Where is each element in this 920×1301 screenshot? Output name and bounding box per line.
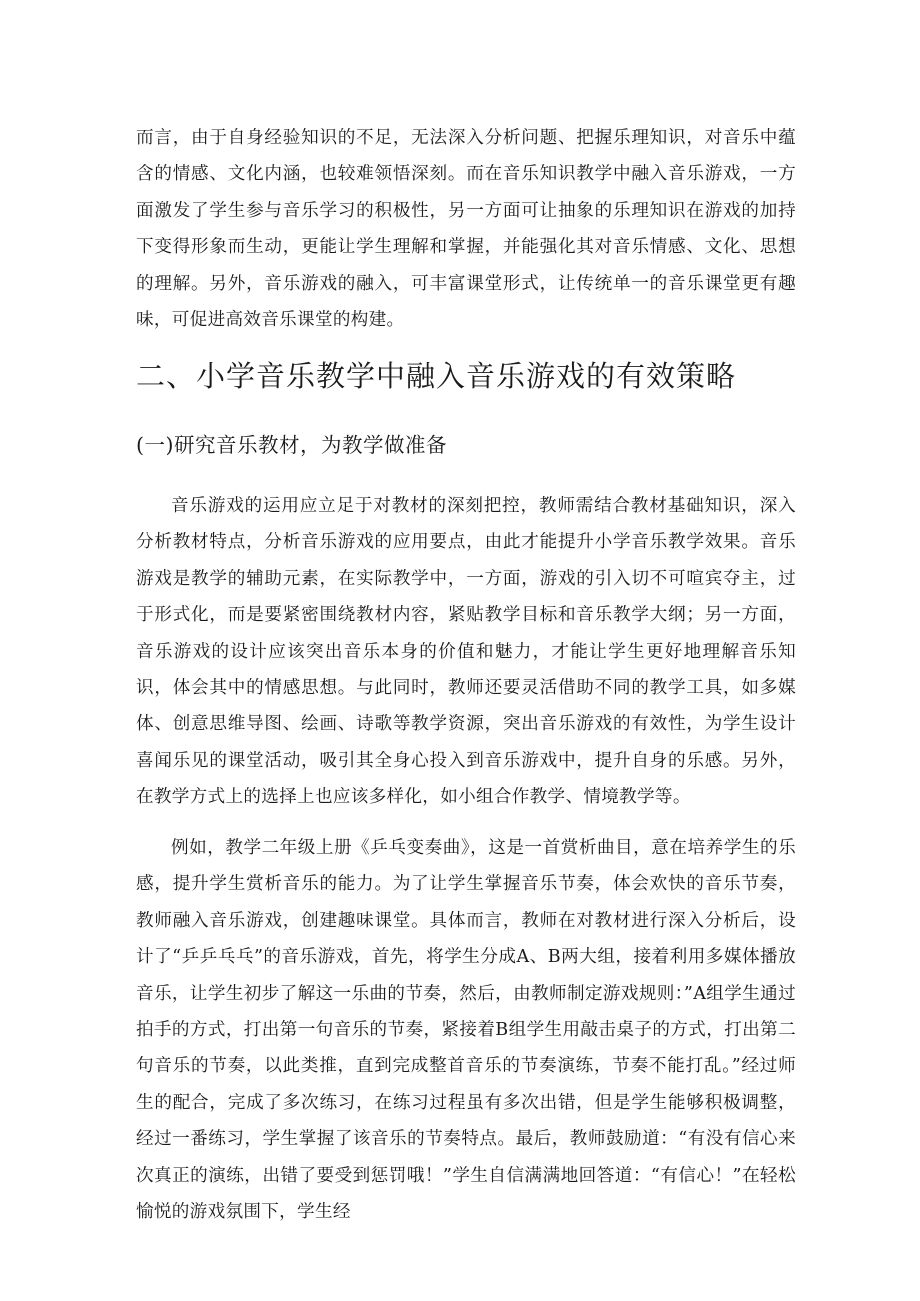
paragraph-strategy-one: 音乐游戏的运用应立足于对教材的深刻把控，教师需结合教材基础知识，深入分析教材特点，分析音乐游戏的应用要点，由此才能提升小学音乐教学效果。音乐游戏是教学的辅助元素，在实际教学中，一方面，游戏的引入切不可喧宾夺主，过于形式化，而是要紧密围绕教材内容，紧贴教学目标和音乐教学大纲；另一方面，音乐游戏的设计应该突出音乐本身的价值和魅力，才能让学生更好地理解音乐知识，体会其中的情感思想。与此同时，教师还要灵活借助不同的教学工具，如多媒体、创意思维导图、绘画、诗歌等教学资源，突出音乐游戏的有效性，为学生设计喜闻乐见的课堂活动，吸引其全身心投入到音乐游戏中，提升自身的乐感。另外，在教学方式上的选择上也应该多样化，如小组合作教学、情境教学等。 — [136, 496, 796, 808]
paragraph-continuation: 而言，由于自身经验知识的不足，无法深入分析问题、把握乐理知识，对音乐中蕴含的情感、文化内涵，也较难领悟深刻。而在音乐知识教学中融入音乐游戏，一方面激发了学生参与音乐学习的积极性，另一方面可让抽象的乐理知识在游戏的加持下变得形象而生动，更能让学生理解和掌握，并能强化其对音乐情感、文化、思想的理解。另外，音乐游戏的融入，可丰富课堂形式，让传统单一的音乐课堂更有趣味，可促进高效音乐课堂的构建。 — [136, 128, 796, 331]
section-heading: 二、小学音乐教学中融入音乐游戏的有效策略 — [136, 359, 737, 393]
paragraph-example: 例如，教学二年级上册《乒乓变奏曲》，这是一首赏析曲目，意在培养学生的乐感，提升学生赏析音乐的能力。为了让学生掌握音乐节奏，体会欢快的音乐节奏，教师融入音乐游戏，创建趣味课堂。具体而言，教师在对教材进行深入分析后，设计了“乒乒乓乓”的音乐游戏，首先，将学生分成A、B两大组，接着利用多媒体播放音乐，让学生初步了解这一乐曲的节奏，然后，由教师制定游戏规则：”A组学生通过拍手的方式，打出第一句音乐的节奏，紧接着B组学生用敲击桌子的方式，打出第二句音乐的节奏，以此类推，直到完成整首音乐的节奏演练，节奏不能打乱。”经过师生的配合，完成了多次练习，在练习过程虽有多次出错，但是学生能够积极调整，经过一番练习，学生掌握了该音乐的节奏特点。最后，教师鼓励道：“有没有信心来次真正的演练，出错了要受到惩罚哦！”学生自信满满地回答道：“有信心！”在轻松愉悦的游戏氛围下，学生经 — [136, 838, 796, 1223]
subsection-heading: (一)研究音乐教材，为教学做准备 — [136, 433, 447, 457]
